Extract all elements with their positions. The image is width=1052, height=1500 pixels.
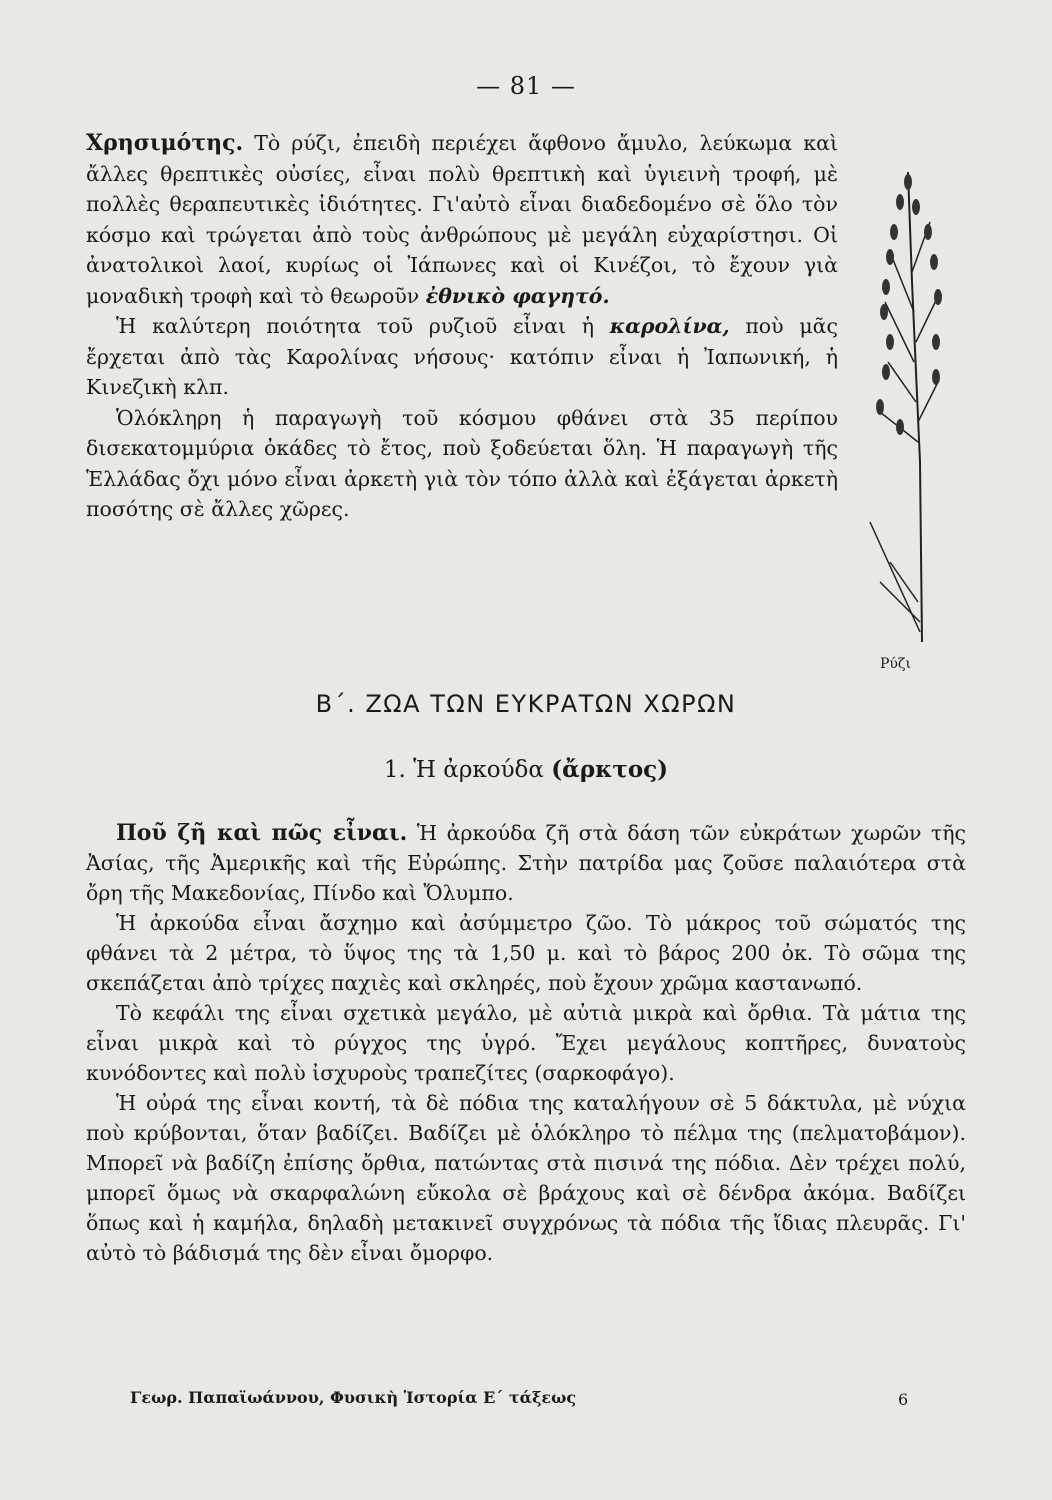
rice-emphasis-2: καρολίνα,	[609, 314, 730, 338]
bear-section	[86, 818, 966, 1268]
bear-text-1: Ἡ ἀρκούδα ζῆ στὰ δάση τῶν εὐκράτων χωρῶν τῆς Ἀσίας, τῆς Ἀμερικῆς καὶ τῆς Εὐρώπης. Στὴν πατρίδα μας ζοῦσε παλαιότερα στὰ ὄρη τῆς Μακεδονίας, Πίνδο καὶ Ὄλυμπο.	[86, 821, 966, 905]
rice-paragraph-3: Ὁλόκληρη ἡ παραγωγὴ τοῦ κόσμου φθάνει στὰ 35 περίπου δισεκατομμύρια ὀκάδες τὸ ἔτος, ποὺ ξοδεύεται ὅλη. Ἡ παραγωγὴ τῆς Ἑλλάδας ὄχι μόνο εἶναι ἀρκετὴ γιὰ τὸν τόπο ἀλλὰ καὶ ἐξάγεται ἀρκετὴ ποσότης σὲ ἄλλες χῶρες.	[86, 405, 838, 521]
bear-paragraph-4: Ἡ οὐρά της εἶναι κοντή, τὰ δὲ πόδια της καταλήγουν σὲ 5 δάκτυλα, μὲ νύχια ποὺ κρύβονται, ὅταν βαδίζει. Βαδίζει μὲ ὁλόκληρο τὸ πέλμα της (πελματοβάμον). Μπορεῖ νὰ βαδίζη ἐπίσης ὄρθια, πατώντας στὰ πισινά της πόδια. Δὲν τρέχει πολύ, μπορεῖ ὅμως νὰ σκαρφαλώνη εὔκολα σὲ βράχους καὶ σὲ δένδρα ἀκόμα. Βαδίζει ὅπως καὶ ἡ καμήλα, δηλαδὴ μετακινεῖ συγχρόνως τὰ πόδια τῆς ἴδιας πλευρᾶς. Γι' αὐτὸ τὸ βάδισμά της δὲν εἶναι ὄμορφο.	[86, 1091, 966, 1265]
section-title: Β΄. ΖΩΑ ΤΩΝ ΕΥΚΡΑΤΩΝ ΧΩΡΩΝ	[315, 690, 737, 718]
figure-caption: Ρύζι	[880, 656, 912, 672]
rice-stem	[908, 172, 922, 642]
bear-paragraph-2: Ἡ ἀρκούδα εἶναι ἄσχημο καὶ ἀσύμμετρο ζῶο. Τὸ μάκρος τοῦ σώματός της φθάνει τὰ 2 μέτρα, τὸ ὕψος της τὰ 1,50 μ. καὶ τὸ βάρος 200 ὀκ. Τὸ σῶμα της σκεπάζεται ἀπὸ τρίχες παχιὲς καὶ σκληρές, ποὺ ἔχουν χρῶμα καστανωπό.	[86, 911, 966, 995]
rice-paragraph-1	[86, 128, 838, 311]
sub-title-paren: (ἄρκτος)	[551, 756, 669, 783]
bear-paragraph-3: Τὸ κεφάλι της εἶναι σχετικὰ μεγάλο, μὲ αὐτιὰ μικρὰ καὶ ὄρθια. Τὰ μάτια της εἶναι μικρὰ καὶ τὸ ρύγχος της ὑγρό. Ἔχει μεγάλους κοπτῆρες, δυνατοὺς κυνόδοντες καὶ πολὺ ἰσχυροὺς τραπεζίτες (σαρκοφάγο).	[86, 1001, 966, 1085]
rice-text-2b: ποὺ μᾶς ἔρχεται ἀπὸ τὰς Καρολίνας νήσους· κατόπιν εἶναι ἡ Ἰαπωνική, ἡ Κινεζικὴ κλπ.	[86, 314, 838, 399]
rice-text-1: Τὸ ρύζι, ἐπειδὴ περιέχει ἄφθονο ἄμυλο, λεύκωμα καὶ ἄλλες θρεπτικὲς οὐσίες, εἶναι πολὺ θρεπτικὴ καὶ ὑγιεινὴ τροφή, μὲ πολλὲς θεραπευτικὲς ἰδιότητες. Γι'αὐτὸ εἶναι διαδεδομένο σὲ ὅλο τὸν κόσμο καὶ τρώγεται ἀπὸ τοὺς ἀνθρώπους μὲ μεγάλη εὐχαρίστησι. Οἱ ἀνατολικοὶ λαοί, κυρίως οἱ Ἰάπωνες καὶ οἱ Κινέζοι, τὸ ἔχουν γιὰ μοναδικὴ τροφὴ καὶ τὸ θεωροῦν	[86, 131, 838, 308]
rice-plant-illustration	[850, 162, 950, 652]
footer-citation: Γεωρ. Παπαϊωάννου, Φυσικὴ Ἱστορία Ε΄ τάξεως	[130, 1388, 577, 1407]
rice-text-2a: Ἡ καλύτερη ποιότητα τοῦ ρυζιοῦ εἶναι ἡ	[116, 314, 610, 338]
rice-paragraph-2	[86, 311, 838, 403]
sub-title	[0, 756, 1052, 783]
footer-sheet-number: 6	[898, 1390, 909, 1409]
sub-title-text: 1. Ἡ ἀρκούδα	[383, 757, 552, 783]
rice-section	[86, 128, 838, 525]
page-number: — 81 —	[476, 72, 576, 100]
rice-emphasis-1: ἐθνικὸ φαγητό.	[425, 283, 610, 308]
bear-lead-heading: Ποῦ ζῆ καὶ πῶς εἶναι.	[116, 820, 408, 846]
rice-leaf	[870, 522, 920, 632]
rice-lead-heading: Χρησιμότης.	[86, 130, 244, 156]
bear-paragraph-1	[86, 818, 966, 908]
